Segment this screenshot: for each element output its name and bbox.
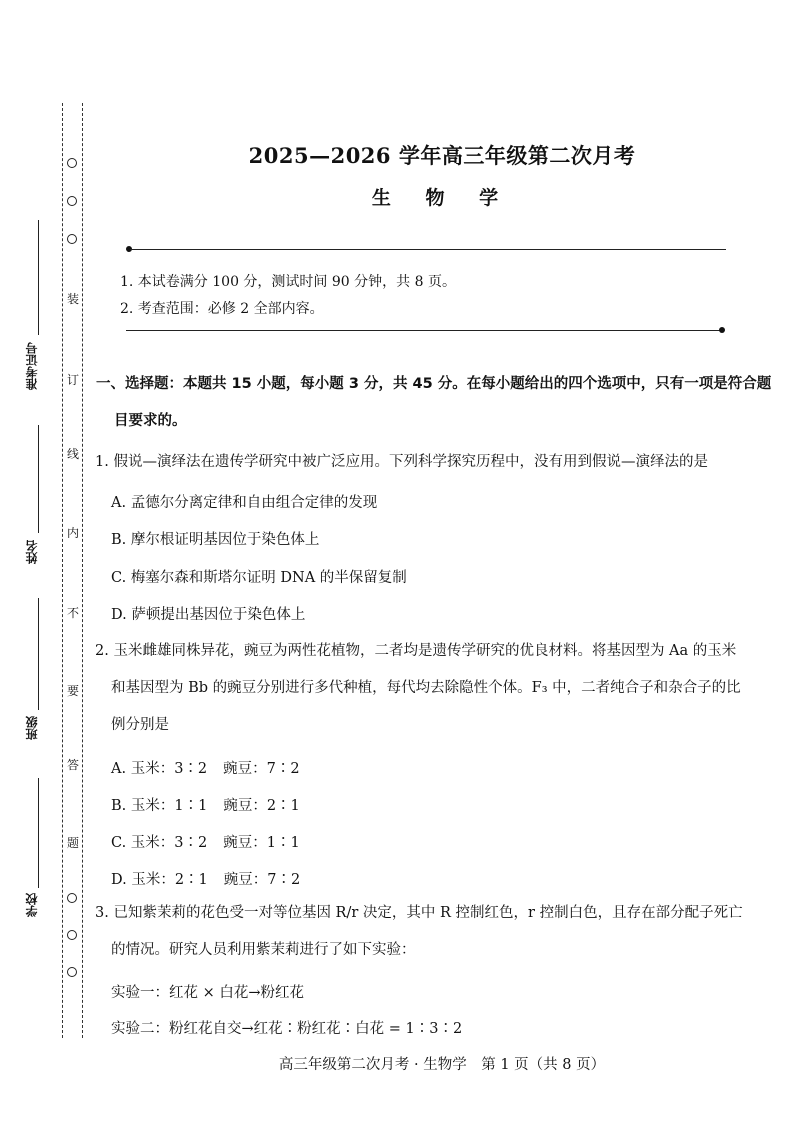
exam-number-label: 准考证号 xyxy=(25,342,39,390)
question-3-stem-line: 3. 已知紫茉莉的花色受一对等位基因 R/r 决定，其中 R 控制红色，r 控制白色，且存在部分配子死亡 xyxy=(95,905,743,921)
option-corn: C. 玉米：3∶2 xyxy=(111,835,208,851)
question-3-stem xyxy=(95,895,775,969)
binding-hole-circle xyxy=(67,196,77,206)
section-heading-line: 目要求的。 xyxy=(114,413,187,429)
option-corn: A. 玉米：3∶2 xyxy=(111,761,208,777)
question-1-option-c: C. 梅塞尔森和斯塔尔证明 DNA 的半保留复制 xyxy=(111,570,407,586)
binding-char: 内 xyxy=(66,526,79,540)
question-1-option-b: B. 摩尔根证明基因位于染色体上 xyxy=(111,532,320,548)
bottom-rule xyxy=(126,330,722,331)
binding-hole-circle xyxy=(67,967,77,977)
rule-dot xyxy=(719,327,725,333)
exam-number-fill-line[interactable] xyxy=(38,220,39,335)
question-3-stem-line: 的情况。研究人员利用紫茉莉进行了如下实验： xyxy=(111,942,416,958)
option-pea: 豌豆：7∶2 xyxy=(223,761,300,777)
binding-char: 装 xyxy=(66,292,79,306)
binding-char: 答 xyxy=(66,758,79,772)
subject-title: 生 物 学 xyxy=(371,187,513,209)
binding-char: 要 xyxy=(66,684,79,698)
question-2-stem-line: 和基因型为 Bb 的豌豆分别进行多代种植，每代均去除隐性个体。F₃ 中，二者纯合子和杂合子的比 xyxy=(111,680,741,696)
section-heading xyxy=(96,366,776,440)
instruction-note: 2. 考查范围：必修 2 全部内容。 xyxy=(120,301,324,317)
name-label: 姓名 xyxy=(25,540,39,564)
class-fill-line[interactable] xyxy=(38,598,39,710)
question-1-stem: 1. 假说—演绎法在遗传学研究中被广泛应用。下列科学探究历程中，没有用到假说—演绎法的是 xyxy=(95,454,708,470)
binding-char: 订 xyxy=(66,373,79,387)
question-2-stem-line: 例分别是 xyxy=(111,717,169,733)
question-1-option-d: D. 萨顿提出基因位于染色体上 xyxy=(111,607,306,623)
binding-hole-circle xyxy=(67,893,77,903)
option-pea: 豌豆：7∶2 xyxy=(223,872,301,888)
school-label: 学校 xyxy=(25,893,39,917)
binding-hole-circle xyxy=(67,158,77,168)
binding-char: 题 xyxy=(66,836,79,850)
school-fill-line[interactable] xyxy=(38,778,39,888)
question-2-option-c xyxy=(111,831,300,852)
binding-dashed-line-outer xyxy=(62,103,63,1038)
exam-title: 2025—2026 学年高三年级第二次月考 xyxy=(248,143,636,168)
binding-char: 线 xyxy=(66,447,79,461)
question-2-option-b xyxy=(111,794,300,815)
question-2-option-a xyxy=(111,757,300,778)
section-heading-line: 一、选择题：本题共 15 小题，每小题 3 分，共 45 分。在每小题给出的四个选项中，只有一项是符合题 xyxy=(96,376,772,392)
option-corn: D. 玉米：2∶1 xyxy=(111,872,208,888)
class-label: 班级 xyxy=(25,716,39,740)
page-footer: 高三年级第二次月考 · 生物学 第 1 页（共 8 页） xyxy=(278,1057,606,1073)
top-rule xyxy=(130,249,726,250)
binding-dashed-line-inner xyxy=(82,103,83,1038)
question-1-option-a: A. 孟德尔分离定律和自由组合定律的发现 xyxy=(111,495,378,511)
binding-char: 不 xyxy=(66,606,79,620)
question-2-stem xyxy=(95,633,775,744)
question-2-stem-line: 2. 玉米雌雄同株异花，豌豆为两性花植物，二者均是遗传学研究的优良材料。将基因型为 Aa 的玉米 xyxy=(95,643,737,659)
option-pea: 豌豆：1∶1 xyxy=(223,835,300,851)
option-corn: B. 玉米：1∶1 xyxy=(111,798,208,814)
question-3-experiment-1: 实验一：红花 × 白花→粉红花 xyxy=(111,985,305,1001)
binding-hole-circle xyxy=(67,234,77,244)
question-3-experiment-2: 实验二：粉红花自交→红花∶粉红花∶白花 = 1∶3∶2 xyxy=(111,1021,463,1037)
name-fill-line[interactable] xyxy=(38,425,39,533)
binding-hole-circle xyxy=(67,930,77,940)
instruction-note: 1. 本试卷满分 100 分，测试时间 90 分钟，共 8 页。 xyxy=(120,274,456,290)
question-2-option-d xyxy=(111,868,300,889)
option-pea: 豌豆：2∶1 xyxy=(223,798,300,814)
